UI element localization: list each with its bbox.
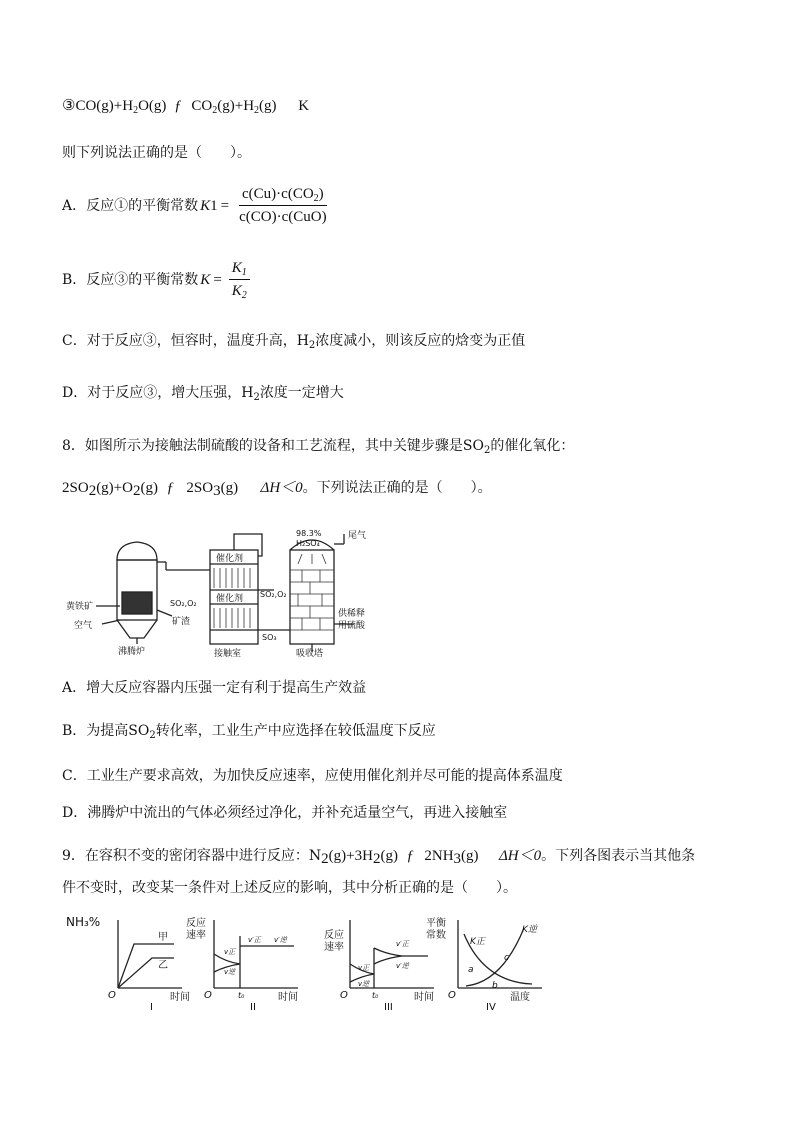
- q7-option-b: B．反应③的平衡常数 K = $\frac{K_1}{K_2}$: [62, 258, 254, 301]
- q9-stem-line2: 件不变时，改变某一条件对上述反应的影响，其中分析正确的是（ ）。: [62, 880, 517, 896]
- q8-option-a: A．增大反应容器内压强一定有利于提高生产效益: [62, 680, 367, 696]
- g3-vr2: v′逆: [396, 962, 409, 970]
- g2-vr: v逆: [224, 968, 236, 976]
- g2-xlabel: 时间: [278, 992, 298, 1003]
- g3-ylabel-1: 反应: [324, 930, 344, 941]
- g2-vf2: v′正: [248, 936, 261, 944]
- g2-t0: t₀: [238, 991, 245, 1000]
- g3-number: III: [384, 1002, 393, 1012]
- label-pyrite: 黄铁矿: [66, 602, 94, 612]
- g2-vr2: v′逆: [274, 936, 287, 944]
- q9-graphs: [62, 908, 552, 1012]
- label-contact-chamber: 接触室: [214, 649, 242, 659]
- label-dilute-2: 用硫酸: [338, 621, 366, 631]
- q8-equation: $2SO_2(g)+O_2(g)$ ƒ $2SO_3(g)$ ΔH＜0。下列说法正确的是（ ）。: [62, 480, 492, 499]
- sulfuric-acid-process-diagram: [62, 520, 382, 662]
- label-catalyst-top: 催化剂: [216, 554, 244, 564]
- g4-origin: O: [448, 990, 456, 1001]
- g4-kf: K正: [470, 937, 485, 947]
- q9-stem-line1: 9．在容积不变的密闭容器中进行反应：$N_2(g)+3H_2(g)$ ƒ $2NH_3(g)$ ΔH＜0。下列各图表示当其他条: [62, 848, 696, 867]
- label-dilute-1: 供稀释: [338, 609, 366, 619]
- label-air: 空气: [74, 621, 93, 631]
- g1-label-yi: 乙: [158, 960, 168, 971]
- label-so2-o2-a: SO₂,O₂: [170, 599, 197, 608]
- g3-vf2: v′正: [396, 940, 409, 948]
- label-so2-o2-b: SO₂,O₂: [260, 590, 287, 599]
- q8-option-d: D．沸腾炉中流出的气体必须经过净化，并补充适量空气，再进入接触室: [62, 805, 508, 821]
- g2-ylabel-1: 反应: [186, 918, 206, 929]
- q8-option-c: C．工业生产要求高效，为加快反应速率，应使用催化剂并尽可能的提高体系温度: [62, 768, 563, 784]
- optA-fraction: $\frac{c(Cu)\cdot c(CO_2)}{\text{c(CO)·c(CuO)}}$: [239, 186, 327, 225]
- g3-t0: t₀: [372, 991, 379, 1000]
- label-tail-gas: 尾气: [348, 531, 367, 541]
- g1-origin: O: [108, 990, 116, 1001]
- g2-origin: O: [204, 990, 212, 1001]
- label-h2so4: H₂SO₄: [296, 539, 320, 548]
- g3-ylabel-2: 速率: [324, 942, 344, 953]
- g4-ylabel-2: 常数: [426, 930, 446, 941]
- g1-ylabel: NH₃%: [66, 915, 101, 929]
- g2-ylabel-2: 速率: [186, 930, 206, 941]
- g1-number: I: [150, 1002, 153, 1012]
- label-catalyst-mid: 催化剂: [216, 594, 244, 604]
- g1-xlabel: 时间: [170, 992, 190, 1003]
- label-so3: SO₃: [262, 633, 277, 642]
- optB-fraction: $\frac{K_1}{K_2}$: [229, 258, 250, 301]
- g4-kr: K逆: [522, 925, 537, 935]
- label-boiling-furnace: 沸腾炉: [118, 647, 146, 657]
- q7-option-c: C．对于反应③，恒容时，温度升高，$H_2$浓度减小，则该反应的焓变为正值: [62, 333, 526, 351]
- g2-vf: v正: [224, 948, 236, 956]
- q7-option-a: A．反应①的平衡常数 K 1 = $\frac{c(Cu)\cdot c(CO_2)}{\text{c(CO)·c(CuO)}}$: [62, 184, 334, 227]
- g4-point-a: a: [468, 965, 474, 975]
- g4-point-b: b: [492, 981, 498, 991]
- label-98pct: 98.3%: [296, 529, 322, 538]
- g2-number: II: [250, 1002, 256, 1012]
- g4-xlabel: 温度: [510, 992, 530, 1003]
- g4-number: IV: [486, 1002, 496, 1012]
- g4-point-c: c: [504, 953, 509, 963]
- g1-label-jia: 甲: [158, 932, 168, 943]
- equation-3: $③CO(g)+H_2O(g)$ ƒ $CO_2(g)+H_2(g)$ K: [62, 98, 310, 116]
- g3-vf: v正: [358, 964, 370, 972]
- q7-option-d: D．对于反应③，增大压强，$H_2$浓度一定增大: [62, 385, 344, 403]
- g4-ylabel-1: 平衡: [426, 918, 446, 929]
- q7-prompt: 则下列说法正确的是（ ）。: [62, 145, 251, 161]
- q8-stem: 8．如图所示为接触法制硫酸的设备和工艺流程，其中关键步骤是$SO_2$的催化氧化：: [62, 438, 575, 456]
- g3-origin: O: [340, 990, 348, 1001]
- label-absorption-tower: 吸收塔: [296, 649, 324, 659]
- g3-xlabel: 时间: [414, 992, 434, 1003]
- g3-vr: v逆: [358, 980, 370, 988]
- label-slag: 矿渣: [172, 617, 191, 627]
- q8-option-b: B．为提高$SO_2$转化率，工业生产中应选择在较低温度下反应: [62, 723, 436, 741]
